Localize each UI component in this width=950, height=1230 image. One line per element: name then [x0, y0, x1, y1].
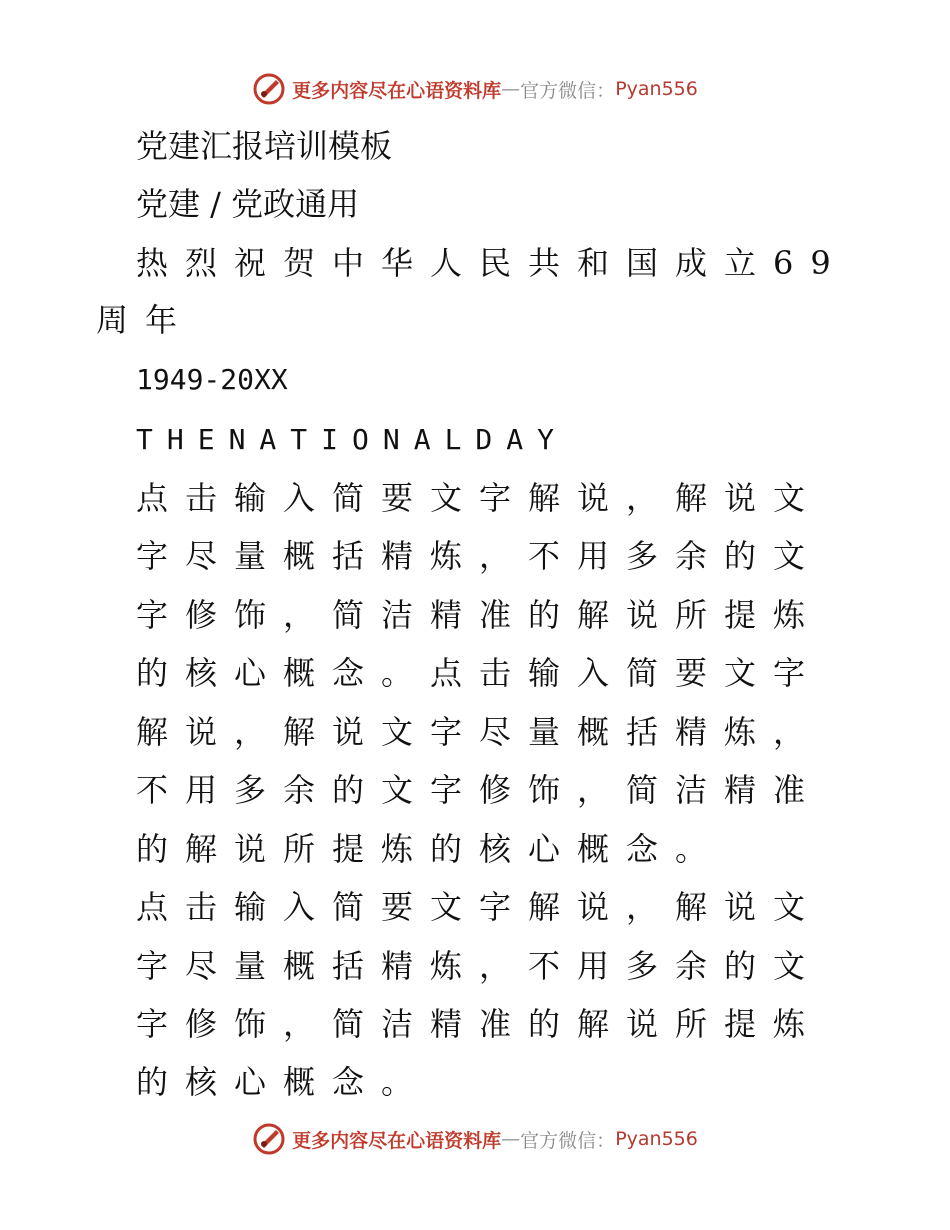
para2-line: 点击输入简要文字解说，解说文	[136, 888, 823, 926]
document-title: 党建汇报培训模板	[136, 127, 393, 165]
para1-line: 点击输入简要文字解说，解说文	[136, 479, 823, 517]
brand-logo-icon	[252, 72, 286, 106]
brand-logo-icon	[252, 1122, 286, 1156]
document-subtitle: 党建 / 党政通用	[136, 185, 360, 223]
watermark-wechat-label: 官方微信：	[520, 1129, 616, 1152]
watermark-wechat-id: Pyan556	[615, 1128, 698, 1150]
para2-line: 字尽量概括精炼，不用多余的文	[136, 947, 823, 985]
watermark-wechat-label: 官方微信：	[520, 79, 616, 102]
footer-watermark	[0, 1122, 950, 1156]
para2-line: 的核心概念。	[136, 1063, 431, 1101]
years-range: 1949-20XX	[136, 363, 288, 396]
para1-line: 不用多余的文字修饰，简洁精准	[136, 771, 823, 809]
para1-line: 的解说所提炼的核心概念。	[136, 830, 725, 868]
celebration-line-1: 热烈祝贺中华人民共和国成立69	[136, 244, 848, 282]
para2-line: 字修饰，简洁精准的解说所提炼	[136, 1005, 823, 1043]
watermark-text: 更多内容尽在心语资料库	[292, 1129, 502, 1152]
header-watermark	[0, 72, 950, 106]
para1-line: 的核心概念。点击输入简要文字	[136, 654, 823, 692]
watermark-separator: —	[501, 78, 521, 100]
watermark-text: 更多内容尽在心语资料库	[292, 79, 502, 102]
watermark-wechat-id: Pyan556	[615, 78, 698, 100]
para1-line: 解说，解说文字尽量概括精炼，	[136, 713, 823, 751]
para1-line: 字修饰，简洁精准的解说所提炼	[136, 596, 823, 634]
english-title: THENATIONALDAY	[136, 423, 569, 456]
watermark-separator: —	[501, 1128, 521, 1150]
celebration-line-2: 周年	[96, 301, 195, 339]
para1-line: 字尽量概括精炼，不用多余的文	[136, 537, 823, 575]
